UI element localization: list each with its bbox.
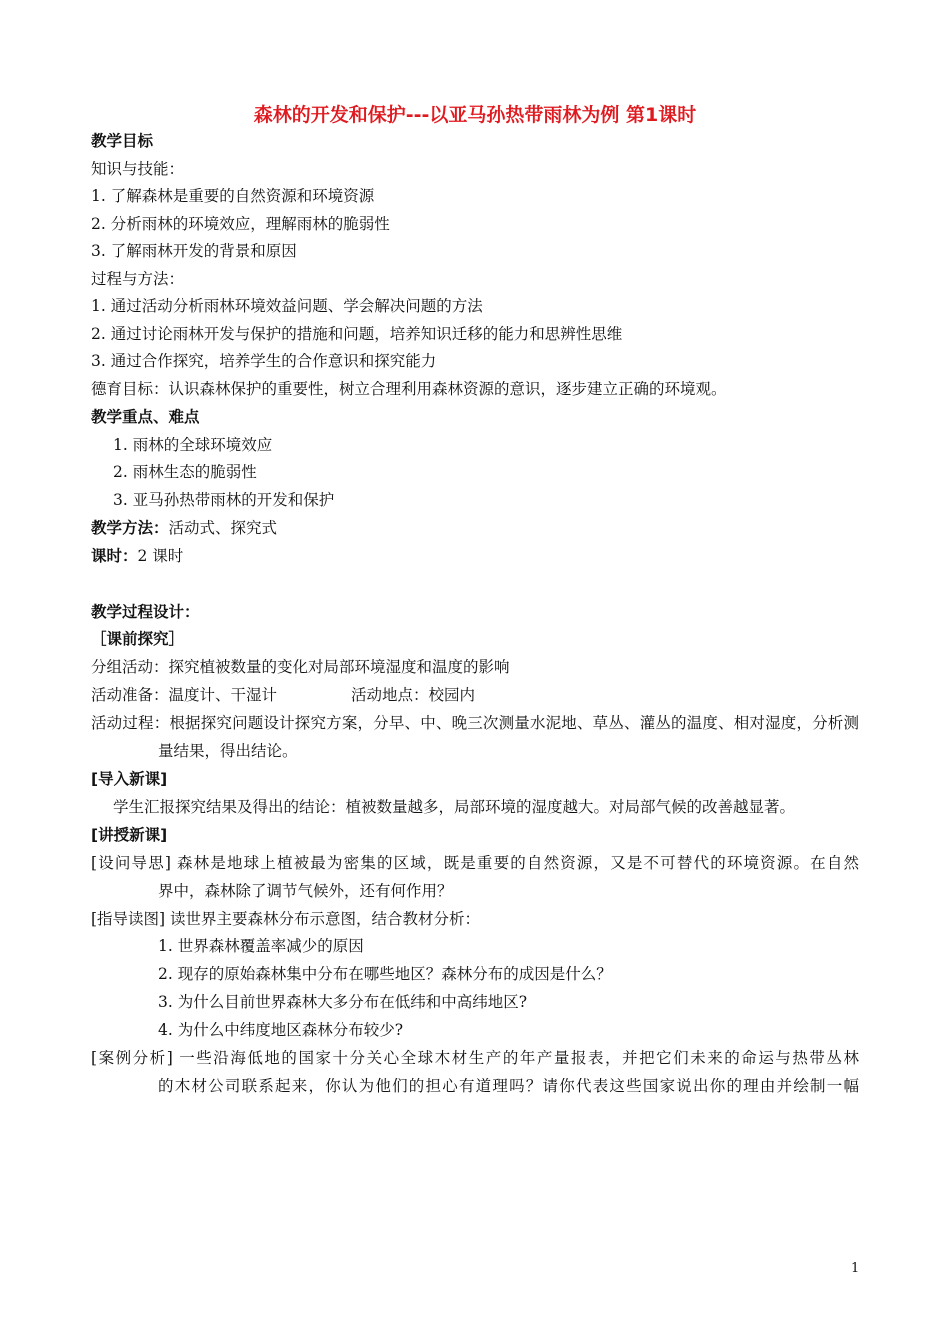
design-heading: 教学过程设计： [91,603,200,621]
process-item: 2. 通过讨论雨林开发与保护的措施和问题，培养知识迁移的能力和思辨性思维 [91,325,623,343]
process-item: 1. 通过活动分析雨林环境效益问题、学会解决问题的方法 [91,297,483,315]
hours-value: 2 课时 [137,547,184,565]
process-item: 3. 通过合作探究，培养学生的合作意识和探究能力 [91,352,437,370]
page-number: 1 [851,1261,860,1276]
moral-goal: 德育目标：认识森林保护的重要性，树立合理利用森林资源的意识，逐步建立正确的环境观。 [91,380,727,398]
key-point-item: 1. 雨林的全球环境效应 [113,436,273,454]
guiding-question: [设问导思] 森林是地球上植被最为密集的区域，既是重要的自然资源，又是不可替代的环境资源。在自然 [91,854,859,872]
key-point-item: 2. 雨林生态的脆弱性 [113,463,257,481]
goals-heading: 教学目标 [91,132,154,150]
case-analysis: [案例分析] 一些沿海低地的国家十分关心全球木材生产的年产量报表，并把它们未来的命运与热带丛林 [91,1049,859,1067]
activity-prep: 活动准备：温度计、干湿计 [91,686,278,704]
class-hours [91,546,183,566]
intro-text: 学生汇报探究结果及得出的结论：植被数量越多，局部环境的湿度越大。对局部气候的改善越显著。 [113,798,796,816]
key-point-item: 3. 亚马孙热带雨林的开发和保护 [113,491,335,509]
activity-process-cont: 量结果，得出结论。 [158,742,298,760]
map-reading-item: 1. 世界森林覆盖率减少的原因 [158,937,364,955]
knowledge-item: 2. 分析雨林的环境效应，理解雨林的脆弱性 [91,215,390,233]
document-title: 森林的开发和保护---以亚马孙热带雨林为例 第1课时 [253,104,697,126]
intro-heading: [导入新课] [91,770,168,788]
method-value: 活动式、探究式 [168,519,278,537]
method-label: 教学方法： [91,519,169,537]
map-reading-intro: [指导读图] 读世界主要森林分布示意图，结合教材分析： [91,910,481,928]
pre-inquiry-heading: ［课前探究］ [91,630,185,648]
knowledge-label: 知识与技能： [91,160,185,178]
activity-location: 活动地点：校园内 [351,686,476,704]
case-analysis-cont: 的木材公司联系起来，你认为他们的担心有道理吗？请你代表这些国家说出你的理由并绘制一幅 [158,1077,859,1095]
guiding-question-cont: 界中，森林除了调节气候外，还有何作用？ [158,882,453,900]
group-activity: 分组活动：探究植被数量的变化对局部环境湿度和温度的影响 [91,658,510,676]
map-reading-item: 2. 现存的原始森林集中分布在哪些地区？森林分布的成因是什么？ [158,965,612,983]
knowledge-item: 3. 了解雨林开发的背景和原因 [91,242,297,260]
map-reading-item: 4. 为什么中纬度地区森林分布较少? [158,1021,404,1039]
key-points-heading: 教学重点、难点 [91,408,200,426]
lecture-heading: [讲授新课] [91,826,168,844]
activity-process: 活动过程：根据探究问题设计探究方案，分早、中、晚三次测量水泥地、草丛、灌丛的温度、相对湿度，分析测 [91,714,859,732]
hours-label: 课时： [91,547,138,565]
teaching-method [91,518,277,538]
process-label: 过程与方法： [91,270,185,288]
map-reading-item: 3. 为什么目前世界森林大多分布在低纬和中高纬地区? [158,993,528,1011]
knowledge-item: 1. 了解森林是重要的自然资源和环境资源 [91,187,375,205]
